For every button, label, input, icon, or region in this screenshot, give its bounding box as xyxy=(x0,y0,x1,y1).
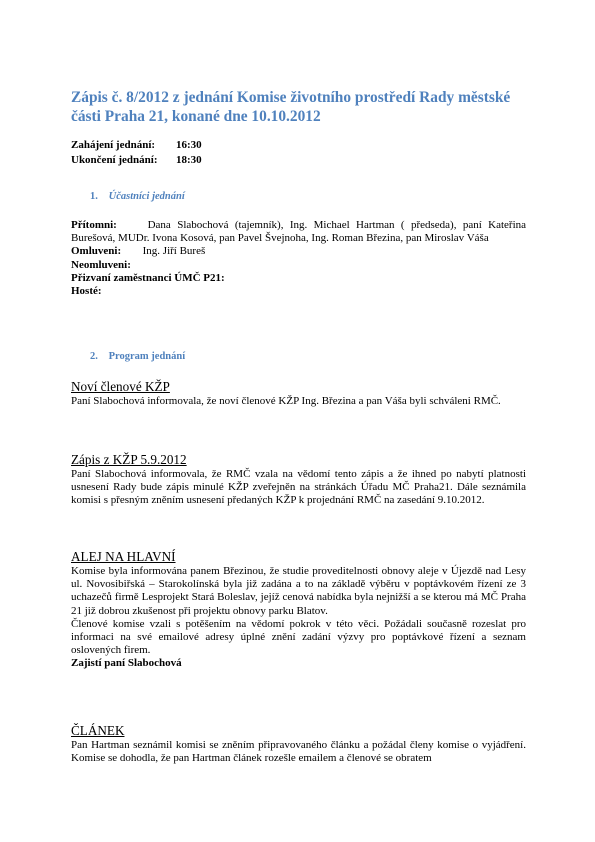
section-heading-participants xyxy=(90,191,185,202)
end-time: 18:30 xyxy=(176,153,202,166)
excused-value: Ing. Jiří Bureš xyxy=(142,245,206,258)
excused-label: Omluveni: xyxy=(71,245,122,258)
topic-title: ČLÁNEK xyxy=(71,723,125,738)
topic-paragraph: Komise byla informována panem Březinou, že studie proveditelnosti obnovy aleje v Újezdě nad Lesy ul. Novosibiřská – Starokolínská byla již zadána a to na základě výběru v poptávkovém řízení ze 3 uchazečů firmě Lesprojekt Stará Boleslav, jejíž cenová nabídka byla nejnižší a se kterou má MČ Praha 21 již dobrou zkušenost při projektu obnovy parku Blatov. xyxy=(71,565,526,617)
topic-assignee: Zajistí paní Slabochová xyxy=(71,657,182,670)
present-label: Přítomni: xyxy=(71,219,117,231)
topic-text xyxy=(71,739,526,765)
start-label: Zahájení jednání: xyxy=(71,139,156,151)
topic-text xyxy=(71,565,526,671)
guests-label: Hosté: xyxy=(71,285,102,298)
section-title: Program jednání xyxy=(108,351,186,362)
topic-paragraph: Členové komise vzali s potěšením na vědomí pokrok v této věci. Požádali současně rozeslat pro informaci na své emailové adresy úplné znění zadání výzvy pro poptávkové řízení a seznam oslovených firem. xyxy=(71,617,526,657)
present-paragraph xyxy=(71,219,526,245)
topic-paragraph: Pan Hartman seznámil komisi se zněním připravovaného článku a požádal členy komise o vyjádření. Komise se dohodla, že pan Hartman článek rozešle emailem a členové se obratem xyxy=(71,739,526,765)
participants-block xyxy=(71,219,526,298)
staff-label: Přizvaní zaměstnanci ÚMČ P21: xyxy=(71,271,225,284)
topic-paragraph: Paní Slabochová informovala, že noví členové KŽP Ing. Březina a pan Váša byli schváleni RMČ. xyxy=(71,395,501,407)
topic-text xyxy=(71,395,526,408)
present-value: Dana Slabochová (tajemník), Ing. Michael Hartman ( předseda), paní Kateřina Burešová, MUDr. Ivona Kosová, pan Pavel Švejnoha, Ing. Roman Březina, pan Miroslav Váša xyxy=(71,219,527,245)
document-title: Zápis č. 8/2012 z jednání Komise životního prostředí Rady městské části Praha 21, konané dne 10.10.2012 xyxy=(71,89,511,125)
start-row xyxy=(71,138,202,153)
section-number: 1. xyxy=(90,191,98,202)
topic-title: Noví členové KŽP xyxy=(71,379,170,394)
topic-title: ALEJ NA HLAVNÍ xyxy=(71,549,176,564)
start-time: 16:30 xyxy=(176,139,202,151)
end-row xyxy=(71,153,202,168)
topic-text xyxy=(71,468,526,508)
topic-title: Zápis z KŽP 5.9.2012 xyxy=(71,452,187,467)
section-title: Účastníci jednání xyxy=(108,191,185,202)
section-number: 2. xyxy=(90,351,98,362)
excused-row xyxy=(71,245,526,258)
end-label: Ukončení jednání: xyxy=(71,153,158,166)
section-heading-program xyxy=(90,351,185,362)
unexcused-label: Neomluveni: xyxy=(71,258,131,271)
topic-paragraph: Paní Slabochová informovala, že RMČ vzala na vědomí tento zápis a že ihned po nabytí platnosti usnesení Rady bude zápis minulé KŽP zveřejněn na stránkách Úřadu MČ Praha21. Dále seznámila komisi s přesným zněním usnesení předaných KŽP k projednání RMČ na zasedání 9.10.2012. xyxy=(71,468,526,507)
meeting-times xyxy=(71,138,202,167)
